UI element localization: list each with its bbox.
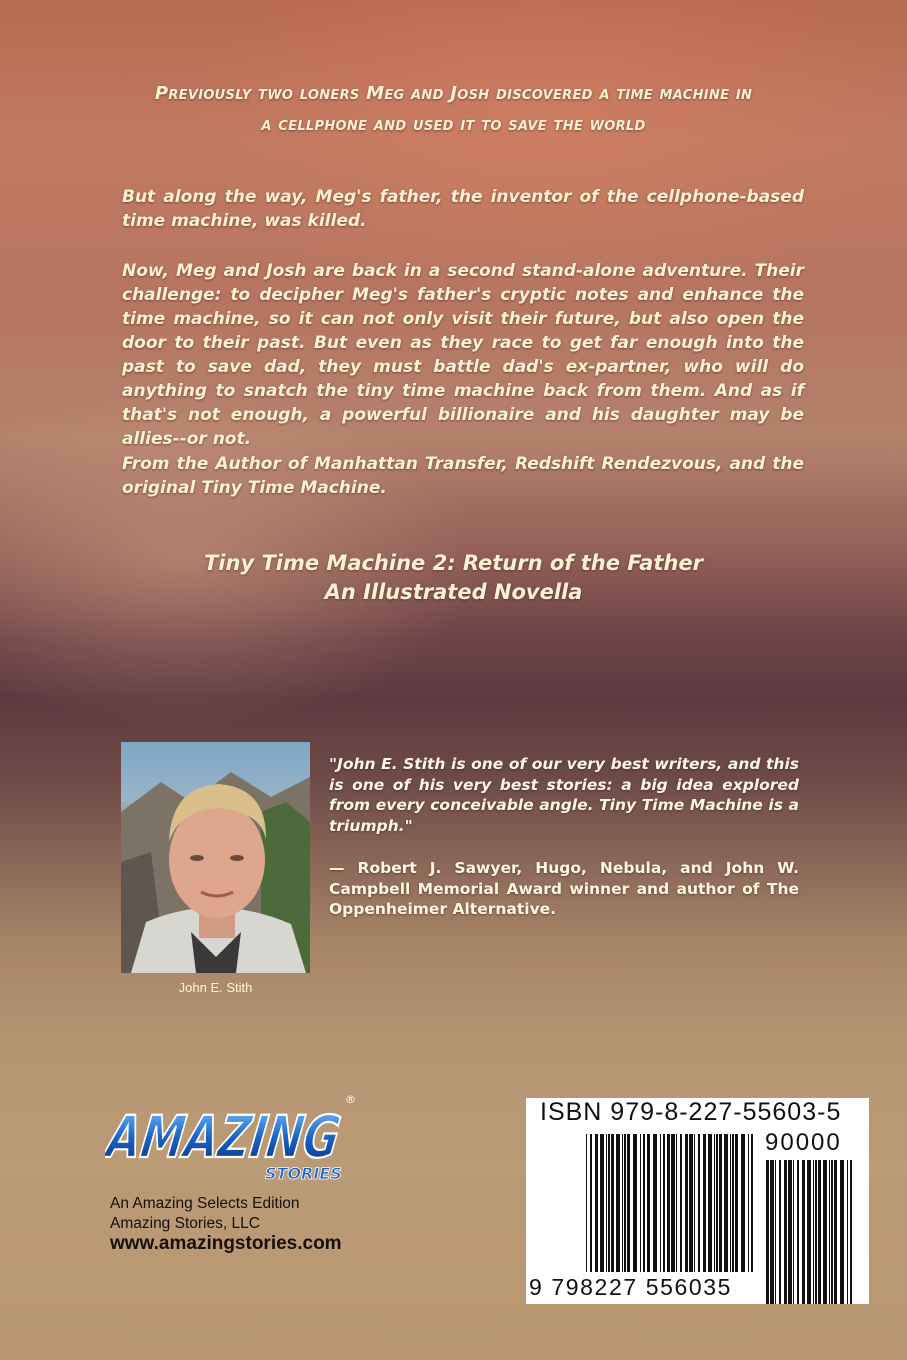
barcode-bar [735, 1134, 738, 1272]
barcode-bar [703, 1134, 706, 1272]
barcode-bar [590, 1134, 592, 1272]
barcode-bar [608, 1134, 610, 1272]
ean-digits: 9 798227 556035 [529, 1274, 733, 1300]
barcode-bar [595, 1134, 598, 1272]
barcode-bar [770, 1160, 774, 1304]
barcode-bar [611, 1134, 614, 1272]
addon-number: 90000 [765, 1129, 842, 1156]
headline [100, 78, 807, 140]
headline-line-2: a cellphone and used it to save the world [261, 114, 646, 135]
barcode-bar [660, 1134, 661, 1272]
synopsis-paragraph-1: But along the way, Meg's father, the inventor of the cellphone-based time machine, was killed. [122, 187, 804, 231]
synopsis-paragraph-3: From the Author of Manhattan Transfer, Redshift Rendezvous, and the original Tiny Time Machine. [122, 454, 804, 498]
publisher-edition: An Amazing Selects Edition [110, 1195, 300, 1212]
isbn-barcode [526, 1098, 869, 1304]
barcode-bar [831, 1160, 833, 1304]
barcode-bar [813, 1160, 814, 1304]
author-photo [121, 742, 310, 973]
barcode-bar [708, 1134, 712, 1272]
barcode-bar [829, 1160, 830, 1304]
barcode-bar [784, 1160, 787, 1304]
barcode-bar [680, 1134, 682, 1272]
barcode-bar [724, 1134, 728, 1272]
barcode-bar [667, 1134, 670, 1272]
barcode-bar [653, 1134, 657, 1272]
author-photo-caption: John E. Stith [178, 980, 253, 995]
barcode-bar [730, 1134, 731, 1272]
blurb-quote: "John E. Stith is one of our very best writers, and this is one of his very best stories: a big idea explored from every conceivable angle. Tiny Time Machine is a triumph." [329, 755, 799, 835]
isbn-label: ISBN 979-8-227-55603-5 [540, 1098, 842, 1126]
barcode-bar [779, 1160, 781, 1304]
barcode-bar [606, 1134, 607, 1272]
barcode-bar [793, 1160, 794, 1304]
barcode-bar [732, 1134, 734, 1272]
author-portrait-image [121, 742, 310, 973]
barcode-bar [807, 1160, 811, 1304]
book-subtitle: An Illustrated Novella [324, 580, 583, 604]
barcode-bar [818, 1160, 821, 1304]
barcode-bar [627, 1134, 630, 1272]
barcode-bar [640, 1134, 641, 1272]
logo-subtext: STORIES [265, 1164, 342, 1183]
barcode-bar [671, 1134, 675, 1272]
barcode-bar [823, 1160, 827, 1304]
registered-mark: ® [345, 1093, 356, 1106]
barcode-bar [797, 1160, 799, 1304]
barcode-bar [748, 1134, 749, 1272]
barcode-bar [663, 1134, 665, 1272]
barcode-bar [775, 1160, 776, 1304]
blurb-attribution: — Robert J. Sawyer, Hugo, Nebula, and John W. Campbell Memorial Award winner and author of The Oppenheimer Alternative. [329, 859, 799, 918]
barcode-bar [834, 1160, 837, 1304]
amazing-stories-logo [105, 1085, 360, 1185]
barcode-bar [676, 1134, 677, 1272]
book-title: Tiny Time Machine 2: Return of the Father [203, 551, 703, 575]
barcode-bar [622, 1134, 623, 1272]
barcode-bar [647, 1134, 650, 1272]
barcode-bar [719, 1134, 722, 1272]
synopsis-paragraph-2: Now, Meg and Josh are back in a second stand-alone adventure. Their challenge: to decipher Meg's father's cryptic notes and enhance the time machine, so it can not only visit their future, but also open the door to their past. But even as they race to get far enough into the past to save dad, they must battle dad's ex-partner, who will do anything to snatch the tiny time machine back from them. And as if that's not enough, a powerful billionaire and his daughter may be allies--or not. [122, 261, 804, 449]
barcode-bar [714, 1134, 715, 1272]
barcode-bar [847, 1160, 848, 1304]
publisher-name: Amazing Stories, LLC [110, 1215, 260, 1232]
barcode-bar [689, 1134, 693, 1272]
barcode-bar [698, 1134, 700, 1272]
barcode-bar [685, 1134, 688, 1272]
barcode-bar [751, 1134, 753, 1272]
barcode-bar [586, 1134, 587, 1272]
barcode-bar [788, 1160, 792, 1304]
barcode-bar [616, 1134, 620, 1272]
barcode-bar [643, 1134, 645, 1272]
barcode-bar [694, 1134, 695, 1272]
barcode-bar [600, 1134, 604, 1272]
barcode-bar [815, 1160, 817, 1304]
barcode-bar [624, 1134, 626, 1272]
logo-wordmark: AMAZING [105, 1103, 360, 1171]
barcode-bar [850, 1160, 852, 1304]
barcode-bar [741, 1134, 745, 1272]
publisher-website[interactable]: www.amazingstories.com [110, 1233, 342, 1254]
barcode-bar [802, 1160, 805, 1304]
barcode-bar [633, 1134, 637, 1272]
barcode-bar [716, 1134, 718, 1272]
barcode-bar [840, 1160, 844, 1304]
barcode-bar [766, 1160, 769, 1304]
headline-line-1: Previously two loners Meg and Josh discovered a time machine in [154, 83, 753, 104]
